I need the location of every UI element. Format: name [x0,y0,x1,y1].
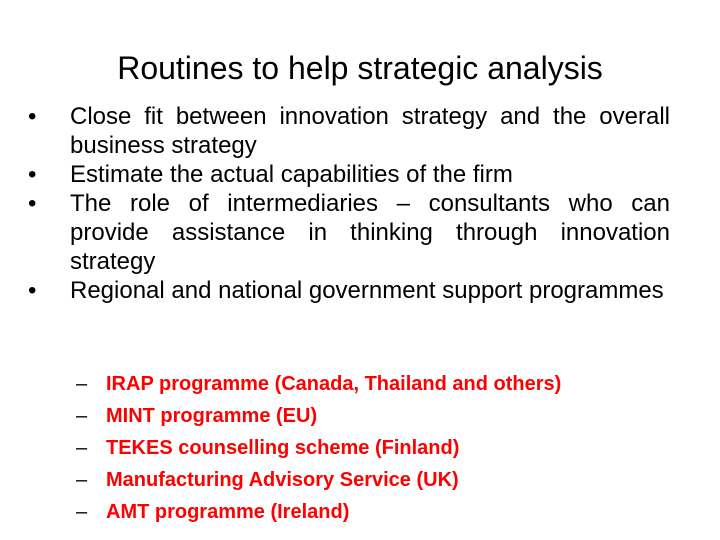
dash-marker: – [76,501,88,523]
sub-bullet-text: Manufacturing Advisory Service (UK) [106,469,459,491]
slide-title: Routines to help strategic analysis [117,50,603,86]
dash-marker: – [76,437,88,459]
dash-marker: – [76,405,88,427]
bullet-item [24,102,670,160]
bullet-item [24,276,670,305]
bullet-list [24,102,670,305]
sub-bullet-item [76,368,676,400]
bullet-marker: • [28,103,37,130]
bullet-item [24,189,670,276]
bullet-marker: • [28,190,37,217]
bullet-text: Estimate the actual capabilities of the firm [70,161,513,188]
bullet-marker: • [28,277,37,304]
bullet-marker: • [28,161,37,188]
sub-bullet-text: AMT programme (Ireland) [106,501,350,523]
sub-bullet-item [76,496,676,528]
sub-bullet-item [76,432,676,464]
bullet-text: The role of intermediaries – consultants who can provide assistance in thinking through innovation strategy [70,190,670,275]
bullet-text: Regional and national government support programmes [70,277,664,304]
sub-bullet-item [76,400,676,432]
dash-marker: – [76,469,88,491]
sub-bullet-item [76,464,676,496]
dash-marker: – [76,373,88,395]
bullet-text: Close fit between innovation strategy and the overall business strategy [70,103,670,159]
bullet-item [24,160,670,189]
sub-bullet-text: IRAP programme (Canada, Thailand and others) [106,373,562,395]
sub-bullet-text: TEKES counselling scheme (Finland) [106,437,460,459]
sub-bullet-text: MINT programme (EU) [106,405,318,427]
sub-bullet-list [76,368,676,528]
